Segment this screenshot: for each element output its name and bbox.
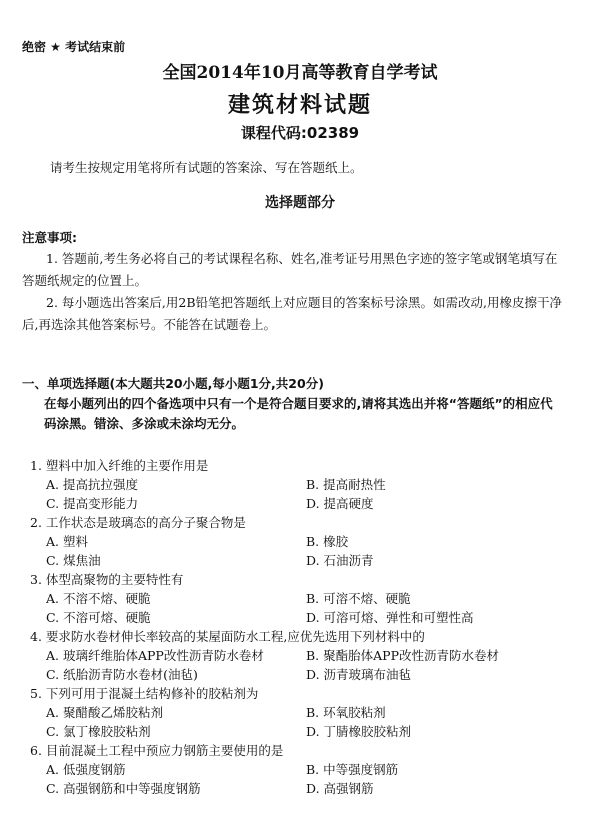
question-3 [30, 570, 575, 627]
question-text: 3. 体型高聚物的主要特性有 [30, 572, 184, 587]
notice-item-2: 2. 每小题选出答案后,用2B铅笔把答题纸上对应题目的答案标号涂黑。如需改动,用橡皮擦干净后,再选涂其他答案标号。不能答在试题卷上。 [22, 295, 562, 332]
option-a: A. 玻璃纤维胎体APP改性沥青防水卷材 [46, 648, 264, 663]
question-1 [30, 456, 575, 513]
part1-description: 在每小题列出的四个备选项中只有一个是符合题目要求的,请将其选出并将“答题纸”的相应代码涂黑。错涂、多涂或未涂均无分。 [44, 396, 553, 431]
question-6 [30, 741, 575, 798]
option-b: B. 环氧胶粘剂 [306, 705, 386, 720]
question-list [30, 456, 575, 798]
option-c: C. 提高变形能力 [46, 496, 139, 511]
option-d: D. 沥青玻璃布油毡 [306, 667, 412, 682]
option-b: B. 橡胶 [306, 534, 349, 549]
option-a: A. 聚醋酸乙烯胶粘剂 [46, 705, 163, 720]
question-5 [30, 684, 575, 741]
option-b: B. 提高耐热性 [306, 477, 386, 492]
notice-label: 注意事项: [22, 230, 77, 245]
option-d: D. 可溶可熔、弹性和可塑性高 [306, 610, 474, 625]
option-d: D. 提高硬度 [306, 496, 374, 511]
question-4 [30, 627, 575, 684]
question-text: 5. 下列可用于混凝土结构修补的胶粘剂为 [30, 686, 259, 701]
option-c: C. 纸胎沥青防水卷材(油毡) [46, 667, 198, 682]
question-text: 6. 目前混凝土工程中预应力钢筋主要使用的是 [30, 743, 284, 758]
confidential-label: 绝密 ★ 考试结束前 [22, 40, 126, 54]
question-text: 4. 要求防水卷材伸长率较高的某屋面防水工程,应优先选用下列材料中的 [30, 629, 425, 644]
part1-heading: 一、单项选择题(本大题共20小题,每小题1分,共20分) [22, 376, 324, 391]
intro-instruction: 请考生按规定用笔将所有试题的答案涂、写在答题纸上。 [50, 160, 363, 175]
option-d: D. 石油沥青 [306, 553, 374, 568]
course-code: 课程代码:02389 [240, 124, 360, 142]
option-a: A. 低强度钢筋 [46, 762, 126, 777]
option-c: C. 不溶可熔、硬脆 [46, 610, 151, 625]
question-text: 2. 工作状态是玻璃态的高分子聚合物是 [30, 515, 246, 530]
section-heading: 选择题部分 [265, 195, 335, 211]
option-a: A. 提高抗拉强度 [46, 477, 138, 492]
option-b: B. 可溶不熔、硬脆 [306, 591, 411, 606]
notice-item-1: 1. 答题前,考生务必将自己的考试课程名称、姓名,准考证号用黑色字迹的签字笔或钢笔填写在答题纸规定的位置上。 [22, 251, 558, 288]
option-c: C. 氯丁橡胶胶粘剂 [46, 724, 151, 739]
option-b: B. 中等强度钢筋 [306, 762, 399, 777]
question-2 [30, 513, 575, 570]
option-d: D. 高强钢筋 [306, 781, 374, 796]
question-text: 1. 塑料中加入纤维的主要作用是 [30, 458, 209, 473]
option-c: C. 高强钢筋和中等强度钢筋 [46, 781, 201, 796]
option-d: D. 丁腈橡胶胶粘剂 [306, 724, 412, 739]
option-b: B. 聚酯胎体APP改性沥青防水卷材 [306, 648, 499, 663]
exam-title: 全国2014年10月高等教育自学考试 [162, 63, 438, 83]
subject-title: 建筑材料试题 [227, 93, 372, 118]
option-a: A. 不溶不熔、硬脆 [46, 591, 151, 606]
option-c: C. 煤焦油 [46, 553, 101, 568]
option-a: A. 塑料 [46, 534, 88, 549]
